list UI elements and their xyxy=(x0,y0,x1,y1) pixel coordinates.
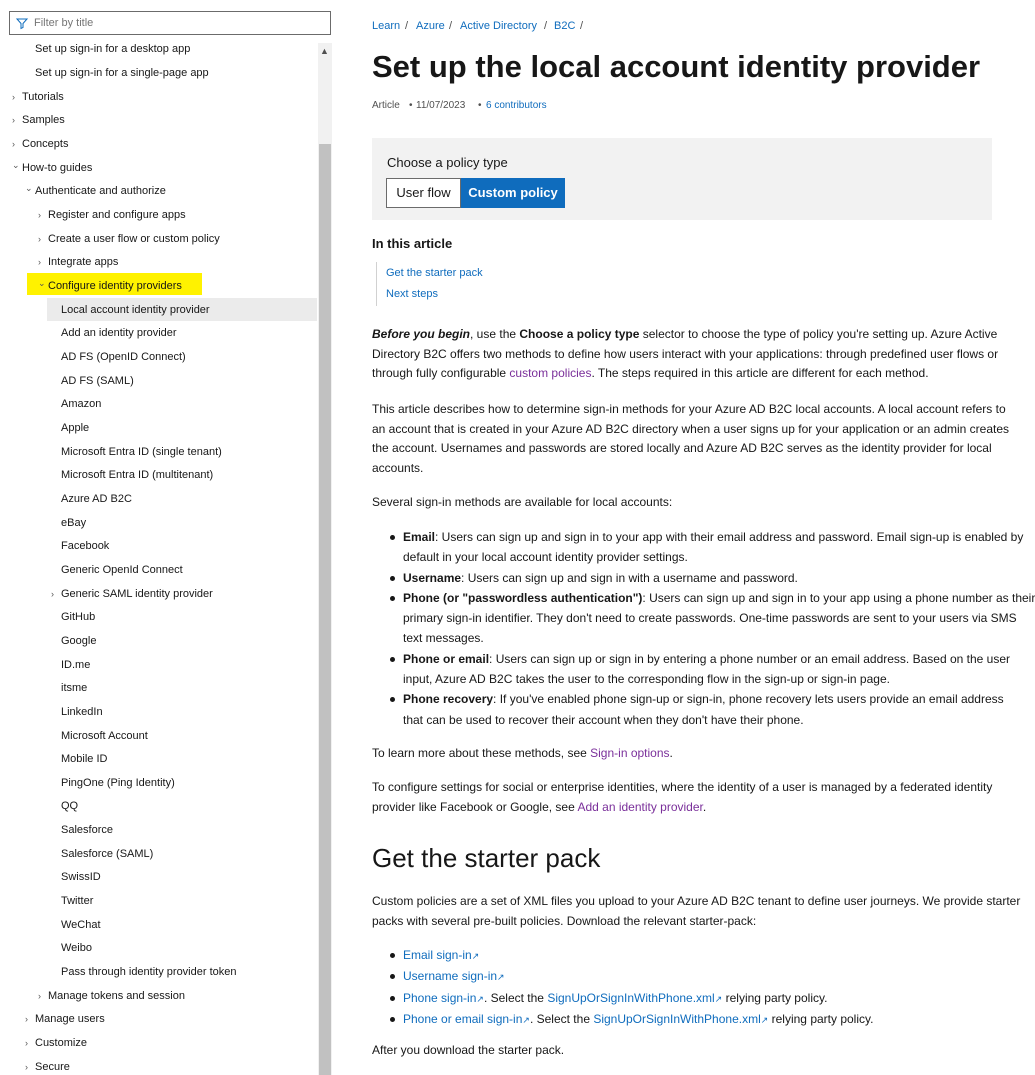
custom-policies-link[interactable]: custom policies xyxy=(509,366,592,381)
nav-item[interactable]: Microsoft Entra ID (single tenant) xyxy=(61,446,222,458)
chevron-down-icon[interactable]: ⌄ xyxy=(12,160,20,170)
text: accounts. xyxy=(372,460,424,475)
nav-item-samples[interactable]: Samples xyxy=(22,114,65,126)
nav-item-how-to-guides[interactable]: How-to guides xyxy=(22,162,93,174)
text: After you download the starter pack. xyxy=(372,1043,565,1057)
scrollbar-thumb[interactable] xyxy=(319,144,331,1075)
text: Several sign-in methods are available for local accounts: xyxy=(372,495,673,509)
nav-item[interactable]: Create a user flow or custom policy xyxy=(48,233,220,245)
text: primary sign-in identifier. They don't need to create passwords. One-time passwords are sent to your users via SMS xyxy=(403,611,1017,626)
phone-sign-in-link[interactable]: Phone sign-in xyxy=(403,990,477,1005)
text: that can be used to recover their account when they don't have their phone. xyxy=(403,712,804,727)
text: . The steps required in this article are different for each method. xyxy=(591,366,929,381)
breadcrumb-azure[interactable]: Azure xyxy=(416,20,445,32)
nav-item[interactable]: Secure xyxy=(35,1061,70,1073)
breadcrumb-separator: / xyxy=(544,20,548,32)
nav-item[interactable]: Set up sign-in for a single-page app xyxy=(35,67,209,79)
nav-item[interactable]: Set up sign-in for a desktop app xyxy=(35,43,191,55)
text: relying party policy. xyxy=(768,1011,874,1026)
nav-item[interactable]: Microsoft Entra ID (multitenant) xyxy=(61,469,214,481)
nav-item[interactable]: Twitter xyxy=(61,895,94,907)
nav-item[interactable]: Generic OpenId Connect xyxy=(61,564,183,576)
chevron-right-icon[interactable]: › xyxy=(25,1014,28,1024)
text: This article describes how to determine sign-in methods for your Azure AD B2C local accounts. A local account refers to xyxy=(372,402,1006,416)
nav-item[interactable]: Customize xyxy=(35,1037,87,1049)
chevron-right-icon[interactable]: › xyxy=(38,210,41,220)
term: Phone (or "passwordless authentication") xyxy=(403,590,643,605)
text: . Select the xyxy=(529,1011,594,1026)
in-this-article-heading: In this article xyxy=(372,236,453,251)
filter-input[interactable] xyxy=(34,17,314,29)
nav-item[interactable]: Manage tokens and session xyxy=(48,990,185,1002)
text: , use the xyxy=(470,327,520,341)
custom-policy-button[interactable]: Custom policy xyxy=(461,178,565,208)
term: Email xyxy=(403,530,436,544)
sign-in-methods-list xyxy=(372,527,1035,730)
text: To learn more about these methods, see xyxy=(372,746,591,760)
toc-link-next-steps[interactable]: Next steps xyxy=(386,288,438,300)
term: Username xyxy=(403,570,462,585)
nav-item[interactable]: PingOne (Ping Identity) xyxy=(61,777,175,789)
xml-file-link[interactable]: SignUpOrSignInWithPhone.xml xyxy=(547,990,715,1005)
chevron-right-icon[interactable]: › xyxy=(25,1062,28,1072)
text: default in your local account identity provider settings. xyxy=(403,550,688,565)
external-link-icon: ↗ xyxy=(760,1014,769,1025)
breadcrumb-separator: / xyxy=(405,20,409,32)
list-item xyxy=(372,588,1035,649)
after-download-paragraph xyxy=(372,1041,1012,1061)
contributors-link[interactable]: 6 contributors xyxy=(486,100,547,111)
nav-item[interactable]: Register and configure apps xyxy=(48,209,186,221)
chevron-right-icon[interactable]: › xyxy=(12,92,15,102)
list-item xyxy=(372,527,1024,568)
page-title: Set up the local account identity provider xyxy=(372,49,981,84)
external-link-icon: ↗ xyxy=(497,972,505,983)
nav-item-authenticate[interactable]: Authenticate and authorize xyxy=(35,185,166,197)
nav-item[interactable]: Salesforce xyxy=(61,824,113,836)
text: To configure settings for social or enterprise identities, where the identity of a user is managed by a federated identity xyxy=(372,780,993,794)
text: : Users can sign up and sign in to your app using a phone number as their xyxy=(642,590,1035,605)
list-item xyxy=(372,966,1012,987)
nav-item[interactable]: SwissID xyxy=(61,871,101,883)
phone-or-email-sign-in-link[interactable]: Phone or email sign-in xyxy=(403,1011,523,1026)
nav-item[interactable]: GitHub xyxy=(61,611,96,623)
nav-item-concepts[interactable]: Concepts xyxy=(22,138,69,150)
nav-item[interactable]: Salesforce (SAML) xyxy=(61,848,154,860)
list-item xyxy=(372,1009,1012,1030)
text: the account. Usernames and passwords are stored locally and Azure AD B2C serves as the identity provider for local xyxy=(372,441,992,456)
meta-separator: • xyxy=(409,100,413,111)
text: text messages. xyxy=(403,631,484,646)
intro-paragraph xyxy=(372,325,1012,384)
nav-item[interactable]: Integrate apps xyxy=(48,256,119,268)
text: : Users can sign up or sign in by entering a phone number or an email address. Based on the user xyxy=(489,651,1010,666)
xml-file-link[interactable]: SignUpOrSignInWithPhone.xml xyxy=(593,1011,761,1026)
nav-item-selected[interactable]: Local account identity provider xyxy=(61,304,210,316)
article-date: 11/07/2023 xyxy=(416,100,466,111)
term: Phone or email xyxy=(403,651,490,666)
text: provider like Facebook or Google, see xyxy=(372,799,578,814)
nav-item[interactable]: Weibo xyxy=(61,942,92,954)
term: Phone recovery xyxy=(403,692,494,707)
section-heading-starter-pack: Get the starter pack xyxy=(372,843,601,873)
text: selector to choose the type of policy you're setting up. Azure Active xyxy=(639,327,998,341)
text: : Users can sign up and sign in with a username and password. xyxy=(461,570,798,585)
list-item xyxy=(372,945,1012,966)
policy-selector xyxy=(372,138,992,220)
nav-item[interactable]: Pass through identity provider token xyxy=(61,966,237,978)
text: packs with several pre-built policies. Download the relevant starter-pack: xyxy=(372,913,757,928)
chevron-right-icon[interactable]: › xyxy=(12,139,15,149)
toc-link-starter-pack[interactable]: Get the starter pack xyxy=(386,267,483,279)
text: relying party policy. xyxy=(722,990,828,1005)
nav-item[interactable]: WeChat xyxy=(61,919,101,931)
external-link-icon: ↗ xyxy=(476,993,484,1004)
chevron-down-icon[interactable]: ⌄ xyxy=(25,183,33,193)
breadcrumb-active-directory[interactable]: Active Directory xyxy=(460,20,538,32)
nav-item-tutorials[interactable]: Tutorials xyxy=(22,91,64,103)
starter-pack-paragraph xyxy=(372,892,1021,931)
text: : If you've enabled phone sign-up or sign-in, phone recovery lets users provide an email address xyxy=(493,692,1004,707)
nav-item[interactable]: LinkedIn xyxy=(61,706,103,718)
meta-separator: • xyxy=(478,100,482,111)
breadcrumb-separator: / xyxy=(580,20,584,32)
chevron-right-icon[interactable]: › xyxy=(25,1038,28,1048)
chevron-down-icon[interactable]: ⌄ xyxy=(38,278,46,288)
chevron-right-icon[interactable]: › xyxy=(12,115,15,125)
text: through fully configurable xyxy=(372,366,510,381)
nav-item[interactable]: ID.me xyxy=(61,659,91,671)
chevron-right-icon[interactable]: › xyxy=(38,257,41,267)
chevron-right-icon[interactable]: › xyxy=(38,991,41,1001)
nav-item[interactable]: Manage users xyxy=(35,1013,105,1025)
nav-item[interactable]: Microsoft Account xyxy=(61,730,148,742)
nav-item[interactable]: Add an identity provider xyxy=(61,327,177,339)
list-item xyxy=(372,988,1012,1009)
chevron-right-icon[interactable]: › xyxy=(38,234,41,244)
filter-icon xyxy=(16,18,28,29)
text: . Select the xyxy=(483,990,548,1005)
email-sign-in-link[interactable]: Email sign-in xyxy=(403,948,472,962)
toc-divider xyxy=(376,262,377,306)
text: . xyxy=(702,799,707,814)
list-item xyxy=(372,649,1012,690)
starter-pack-list xyxy=(372,945,1012,1030)
methods-intro xyxy=(372,493,1012,513)
breadcrumb-separator: / xyxy=(449,20,453,32)
list-item xyxy=(372,568,1012,588)
nav-item[interactable]: Mobile ID xyxy=(61,753,108,765)
list-item xyxy=(372,689,1012,730)
text-bold: Choose a policy type xyxy=(519,327,640,341)
nav-item[interactable]: AD FS (OpenID Connect) xyxy=(61,351,186,363)
nav-item[interactable]: Amazon xyxy=(61,398,102,410)
nav-item[interactable]: AD FS (SAML) xyxy=(61,375,134,387)
scroll-up-icon[interactable]: ▲ xyxy=(320,46,329,56)
filter-box[interactable] xyxy=(9,11,331,35)
text: an account that is created in your Azure AD B2C directory when a user signs up for your application or an admin creates xyxy=(372,421,1010,436)
breadcrumb-learn[interactable]: Learn xyxy=(372,20,401,32)
text: : Users can sign up and sign in to your app with their email address and password. Email sign-up is enabled by xyxy=(435,530,1024,544)
external-link-icon: ↗ xyxy=(471,951,480,961)
before-you-begin: Before you begin xyxy=(372,327,471,341)
nav-item[interactable]: QQ xyxy=(61,800,79,812)
breadcrumb-b2c[interactable]: B2C xyxy=(554,20,576,32)
username-sign-in-link[interactable]: Username sign-in xyxy=(403,969,498,984)
sign-in-options-link[interactable]: Sign-in options xyxy=(590,746,670,760)
article-type: Article xyxy=(372,100,400,111)
article-content xyxy=(372,0,1035,1075)
policy-selector-label: Choose a policy type xyxy=(387,155,508,170)
user-flow-button[interactable]: User flow xyxy=(386,178,461,208)
external-link-icon: ↗ xyxy=(522,1014,530,1025)
nav-item[interactable]: Azure AD B2C xyxy=(61,493,132,505)
learn-more-paragraph xyxy=(372,744,1012,764)
nav-item[interactable]: Facebook xyxy=(61,540,110,552)
text: . xyxy=(669,746,673,760)
external-link-icon: ↗ xyxy=(714,993,723,1004)
description-paragraph xyxy=(372,400,1012,478)
text: Custom policies are a set of XML files you upload to your Azure AD B2C tenant to define user journeys. We provide starter xyxy=(372,894,1021,908)
add-identity-provider-link[interactable]: Add an identity provider xyxy=(577,799,703,814)
nav-item[interactable]: Apple xyxy=(61,422,90,434)
nav-item[interactable]: Google xyxy=(61,635,97,647)
chevron-right-icon[interactable]: › xyxy=(51,589,54,599)
toc-sidebar xyxy=(0,0,345,1075)
text: input, Azure AD B2C takes the user to the corresponding flow in the sign-up or sign-in page. xyxy=(403,672,890,687)
social-identities-paragraph xyxy=(372,778,1012,817)
nav-item[interactable]: eBay xyxy=(61,517,87,529)
nav-item[interactable]: Generic SAML identity provider xyxy=(61,588,213,600)
nav-item-configure-identity-providers[interactable]: Configure identity providers xyxy=(48,280,182,292)
nav-item[interactable]: itsme xyxy=(61,682,88,694)
text: Directory B2C offers two methods to define how users interact with your applications: through predefined user flows or xyxy=(372,346,999,361)
